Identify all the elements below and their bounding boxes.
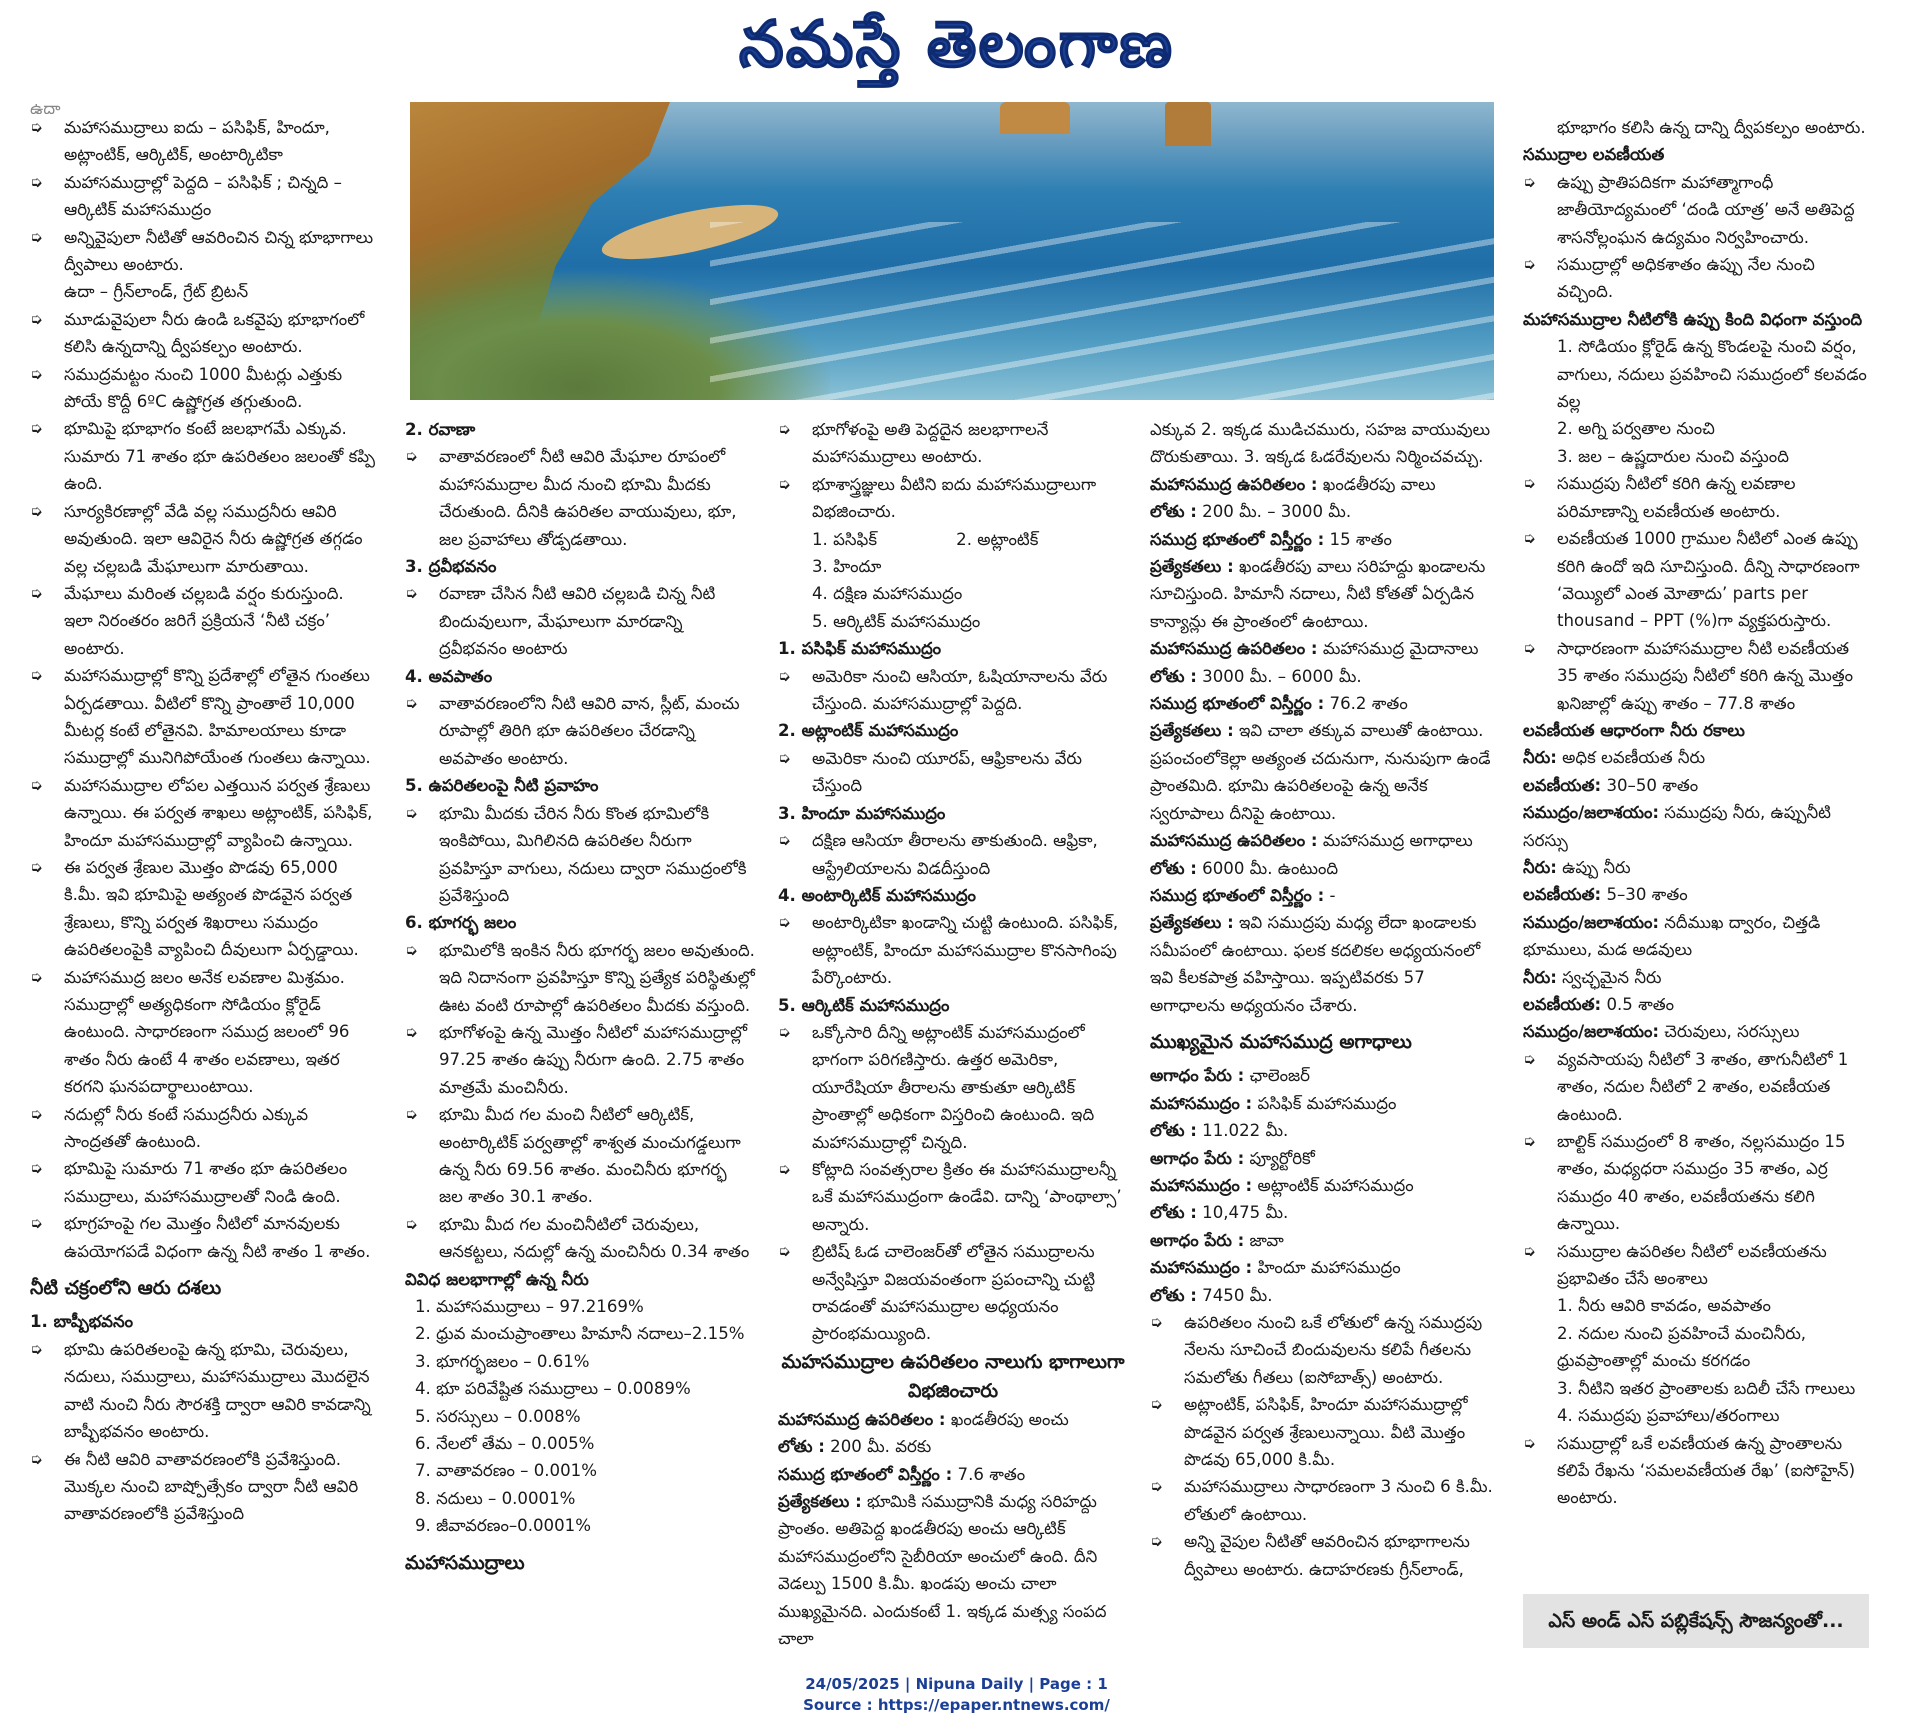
field-label: మహాసముద్రం : <box>1150 1258 1253 1278</box>
column-1 <box>30 104 376 1528</box>
field-label: లోతు : <box>1150 1203 1197 1223</box>
field-value: ఖండతీరపు వాలు <box>1322 474 1436 494</box>
field-value: 76.2 శాతం <box>1329 694 1408 714</box>
bullet: ➭ భూగోళంపై అతి పెద్దదైన జలభాగాలనే మహాసముద్రాలు అంటారు. <box>778 416 1128 471</box>
field-value: నదీముఖ ద్వారం, చిత్తడి భూములు, మడ అడవులు <box>1523 912 1821 960</box>
field-value: 0.5 శాతం <box>1606 995 1675 1014</box>
bullet: ➭ లవణీయత 1000 గ్రాముల నీటిలో ఎంత ఉప్పు కరిగి ఉందో ఇది సూచిస్తుంది. దీన్ని సాధారణంగా ‘వెయ్యిలో ఎంత మోతాదు’ parts per thousand – PPT (%)గా వ్యక్తపరుస్తారు. <box>1523 525 1873 635</box>
field-value: 6000 మీ. ఉంటుంది <box>1202 858 1339 878</box>
bullet: ➭ సాధారణంగా మహాసముద్రాల నీటి లవణీయత 35 శాతం సముద్రపు నీటిలో కరిగి ఉన్న మొత్తం ఖనిజాల్లో ఉప్పు శాతం – 77.8 శాతం <box>1523 635 1873 717</box>
field-value: - <box>1329 885 1336 905</box>
subheading: 5. ఉపరితలంపై నీటి ప్రవాహం <box>405 776 599 796</box>
bullet: ➭ సముద్రమట్టం నుంచి 1000 మీటర్లు ఎత్తుకు పోయే కొద్దీ 6ºC ఉష్ణోగ్రత తగ్గుతుంది. <box>30 361 376 416</box>
subheading: 2. రవాణా <box>405 420 476 439</box>
field-value: ఇవి చాలా తక్కువ వాలుతో ఉంటాయి. ప్రపంచంలోకెల్లా అత్యంత చదునుగా, నునుపుగా ఉండే ప్రాంతమిది. భూమి ఉపరితలంపై ఉన్న అనేక స్వరూపాలు దీనిపై ఉంటాయి. <box>1150 721 1491 823</box>
field-label: సముద్రం/జలాశయం: <box>1523 803 1659 823</box>
bullet: ➭ అన్నివైపులా నీటితో ఆవరించిన చిన్న భూభాగాలు ద్వీపాలు అంటారు. <box>30 224 376 279</box>
bullet: ➭ మహాసముద్రాల లోపల ఎత్తయిన పర్వత శ్రేణులు ఉన్నాయి. ఈ పర్వత శాఖలు అట్లాంటిక్, పసిఫిక్, హిందూ మహాసముద్రాల్లో వ్యాపించి ఉన్నాయి. <box>30 772 376 854</box>
top-fragment: ఉదా <box>30 104 61 114</box>
bullet: ➭ వాతావరణంలో నీటి ఆవిరి మేఘాల రూపంలో మహాసముద్రాల మీద నుంచి భూమి మీదకు చేరుతుంది. దీనికి ఉపరితల వాయువులు, భూ, జల ప్రవాహాలు తోడ్పడతాయి. <box>405 443 755 553</box>
field-row <box>1523 854 1873 881</box>
bullet: ➭ సముద్రపు నీటిలో కరిగి ఉన్న లవణాల పరిమాణాన్ని లవణీయత అంటారు. <box>1523 470 1873 525</box>
field-row <box>778 1433 1128 1460</box>
bullet: ➭ మహాసముద్రాలు ఐదు – పసిఫిక్, హిందూ, అట్లాంటిక్, ఆర్కిటిక్, అంటార్కిటికా <box>30 114 376 169</box>
bullet: ➭ భూశాస్త్రజ్ఞులు వీటిని ఐదు మహాసముద్రాలుగా విభజించారు. <box>778 471 1128 526</box>
field-label: మహాసముద్ర ఉపరితలం : <box>1150 831 1318 851</box>
bullet: ➭ కోట్లాది సంవత్సరాల క్రితం ఈ మహాసముద్రాలన్నీ ఒకే మహాసముద్రంగా ఉండేవి. దాన్ని ‘పాంథాల్సా’ అన్నారు. <box>778 1156 1128 1238</box>
list-item: 5. ఆర్కిటిక్ మహాసముద్రం <box>812 611 981 631</box>
subheading: 3. ద్రవీభవనం <box>405 557 497 577</box>
field-label: సముద్ర భూతంలో విస్తీర్ణం : <box>778 1464 953 1484</box>
section-heading: మహసముద్రాల ఉపరితలం నాలుగు భాగాలుగా విభజించారు <box>781 1350 1125 1402</box>
field-row <box>1150 1117 1500 1144</box>
list-item: 4. దక్షిణ మహాసముద్రం <box>812 584 963 604</box>
field-label: లోతు : <box>1150 1285 1197 1305</box>
field-label: నీరు: <box>1523 857 1557 877</box>
bullet: ➭ సూర్యకిరణాల్లో వేడి వల్ల సముద్రనీరు ఆవిరి అవుతుంది. ఇలా ఆవిరైన నీరు ఉష్ణోగ్రత తగ్గడం వల్ల చల్లబడి మేఘాలుగా మారుతాయి. <box>30 498 376 580</box>
bullet: ➭ భూమి ఉపరితలంపై ఉన్న భూమి, చెరువులు, నదులు, సముద్రాలు, మహాసముద్రాలు మొదలైన వాటి నుంచి నీరు సౌరశక్తి ద్వారా ఆవిరి కావడాన్ని బాష్పీభవనం అంటారు. <box>30 1336 376 1446</box>
field-value: 5–30 శాతం <box>1606 885 1688 905</box>
column-2 <box>405 416 755 1583</box>
list-item: 3. భూగర్భజలం – 0.61% <box>415 1351 590 1371</box>
list-item: 1. నీరు ఆవిరి కావడం, అవపాతం <box>1557 1296 1771 1316</box>
field-value: 11.022 మీ. <box>1202 1121 1289 1141</box>
field-label: మహాసముద్రం : <box>1150 1175 1253 1195</box>
paragraph: ఎక్కువ 2. ఇక్కడ ముడిచమురు, సహజ వాయువులు దొరుకుతాయి. 3. ఇక్కడ ఓడరేవులను నిర్మించవచ్చు. <box>1150 420 1491 467</box>
bullet: ➭ భూగోళంపై ఉన్న మొత్తం నీటిలో మహాసముద్రాల్లో 97.25 శాతం ఉప్పు నీరుగా ఉంది. 2.75 శాతం మాత్రమే మంచినీరు. <box>405 1019 755 1101</box>
field-label: లోతు : <box>1150 666 1197 686</box>
bullet: ➭ మహాసముద్ర జలం అనేక లవణాల మిశ్రమం. సముద్రాల్లో అత్యధికంగా సోడియం క్లోరైడ్ ఉంటుంది. సాధారణంగా సముద్ర జలంలో 96 శాతం నీరు ఉంటే 4 శాతం లవణాలు, ఇతర కరగని ఘనపదార్థాలుంటాయి. <box>30 964 376 1101</box>
bullet: ➭ ఉపరితలం నుంచి ఒకే లోతులో ఉన్న సముద్రపు నేలను సూచించే బిందువులను కలిపే గీతలను సమలోతు గీతలు (ఐసోబాత్స్) అంటారు. <box>1150 1309 1500 1391</box>
bullet: ➭ సముద్రాల ఉపరితల నీటిలో లవణీయతను ప్రభావితం చేసే అంశాలు <box>1523 1238 1873 1293</box>
bullet: ➭ అమెరికా నుంచి ఆసియా, ఓషియానాలను వేరు చేస్తుంది. మహాసముద్రాల్లో పెద్దది. <box>778 663 1128 718</box>
field-row <box>1150 663 1500 690</box>
field-label: సముద్ర భూతంలో విస్తీర్ణం : <box>1150 885 1325 905</box>
field-value: పసిఫిక్ మహాసముద్రం <box>1257 1093 1397 1113</box>
bullet: ➭ దక్షిణ ఆసియా తీరాలను తాకుతుంది. ఆఫ్రికా, ఆస్ట్రేలియాలను విడదీస్తుంది <box>778 827 1128 882</box>
field-value: జావా <box>1249 1230 1284 1250</box>
field-value: 30–50 శాతం <box>1606 775 1699 795</box>
field-row <box>1150 1172 1500 1199</box>
bullet: ➭ ఈ నీటి ఆవిరి వాతావరణంలోకి ప్రవేశిస్తుంది. మొక్కల నుంచి బాష్పోత్సేకం ద్వారా నీటి ఆవిరి వాతావరణంలోకి ప్రవేశిస్తుంది <box>30 1446 376 1528</box>
field-label: లవణీయత: <box>1523 995 1602 1014</box>
bullet: ➭ అట్లాంటిక్, పసిఫిక్, హిందూ మహాసముద్రాల్లో పొడవైన పర్వత శ్రేణులున్నాయి. వీటి మొత్తం పొడవు 65,000 కి.మీ. <box>1150 1391 1500 1473</box>
field-row <box>1150 855 1500 882</box>
column-5 <box>1523 104 1873 1512</box>
field-value: సముద్రపు నీరు, ఉప్పునీటి సరస్సు <box>1523 803 1831 850</box>
list-item: 1. మహాసముద్రాలు – 97.2169% <box>415 1297 644 1316</box>
field-row <box>1150 635 1500 662</box>
list-item: 8. నదులు – 0.0001% <box>415 1488 576 1508</box>
field-value: ఛాలెంజర్ <box>1249 1066 1310 1086</box>
field-value: ప్యూర్టోరికో <box>1249 1148 1315 1168</box>
field-row <box>1150 882 1500 909</box>
bullet: ➭ భూమిలోకి ఇంకిన నీరు భూగర్భ జలం అవుతుంది. ఇది నిదానంగా ప్రవహిస్తూ కొన్ని ప్రత్యేక పరిస్థితుల్లో ఊట వంటి రూపాల్లో ఉపరితలం మీదకు వస్తుంది. <box>405 937 755 1019</box>
field-label: లోతు : <box>778 1437 825 1457</box>
field-label: లోతు : <box>1150 1121 1197 1141</box>
field-row <box>1150 1254 1500 1281</box>
field-row <box>1150 909 1500 1019</box>
list-item: 6. నేలలో తేమ – 0.005% <box>415 1434 595 1454</box>
field-value: 3000 మీ. – 6000 మీ. <box>1202 666 1362 686</box>
subheading: 3. హిందూ మహాసముద్రం <box>778 803 946 823</box>
list-item: 3. నీటిని ఇతర ప్రాంతాలకు బదిలీ చేసే గాలులు <box>1557 1378 1856 1398</box>
list-item: 1. సోడియం క్లోరైడ్ ఉన్న కొండలపై నుంచి వర్షం, వాగులు, నదులు ప్రవహించి సముద్రంలో కలవడం వల్ల <box>1557 337 1867 412</box>
coastal-cliffs-photo <box>410 102 1494 400</box>
subheading: మహాసముద్రాల నీటిలోకి ఉప్పు కింది విధంగా వస్తుంది <box>1523 309 1863 329</box>
bullet: ➭ మహాసముద్రాలు సాధారణంగా 3 నుంచి 6 కి.మీ. లోతులో ఉంటాయి. <box>1150 1473 1500 1528</box>
bullet: ➭ అన్ని వైపుల నీటితో ఆవరించిన భూభాగాలను ద్వీపాలు అంటారు. ఉదాహరణకు గ్రీన్‌లాండ్, <box>1150 1528 1500 1583</box>
list-item: 7. వాతావరణం – 0.001% <box>415 1461 597 1481</box>
field-row <box>1150 827 1500 854</box>
field-value: 10,475 మీ. <box>1202 1203 1289 1223</box>
field-label: సముద్రం/జలాశయం: <box>1523 912 1659 932</box>
field-value: 200 మీ. వరకు <box>830 1437 932 1457</box>
field-row <box>1150 717 1500 827</box>
field-value: 7.6 శాతం <box>957 1464 1026 1484</box>
field-row <box>1523 744 1873 771</box>
field-value: అట్లాంటిక్ మహాసముద్రం <box>1257 1175 1414 1195</box>
paragraph: భూభాగం కలిసి ఉన్న దాన్ని ద్వీపకల్పం అంటారు. <box>1557 118 1866 137</box>
list-item: 1. పసిఫిక్ 2. అట్లాంటిక్ <box>812 529 1039 549</box>
subheading: 5. ఆర్కిటిక్ మహాసముద్రం <box>778 995 950 1015</box>
bullet: ➭ భూమిపై భూభాగం కంటే జలభాగమే ఎక్కువ. సుమారు 71 శాతం భూ ఉపరితలం జలంతో కప్పి ఉంది. <box>30 415 376 497</box>
field-label: సముద్రం/జలాశయం: <box>1523 1022 1659 1042</box>
field-row <box>1150 1199 1500 1226</box>
field-value: మహాసముద్ర అగాధాలు <box>1322 831 1473 851</box>
field-row <box>1150 1282 1500 1309</box>
field-value: స్వచ్ఛమైన నీరు <box>1562 967 1662 987</box>
field-label: మహాసముద్ర ఉపరితలం : <box>1150 474 1318 494</box>
field-label: ప్రత్యేకతలు : <box>1150 721 1234 741</box>
field-label: ప్రత్యేకతలు : <box>778 1492 862 1512</box>
field-row <box>1150 471 1500 498</box>
subheading: 2. అట్లాంటిక్ మహాసముద్రం <box>778 721 959 741</box>
field-label: ప్రత్యేకతలు : <box>1150 557 1234 577</box>
list-item: 2. అగ్ని పర్వతాల నుంచి <box>1557 419 1715 439</box>
bullet: ➭ భూగ్రహంపై గల మొత్తం నీటిలో మానవులకు ఉపయోగపడే విధంగా ఉన్న నీటి శాతం 1 శాతం. <box>30 1210 376 1265</box>
list-item: 3. హిందూ <box>812 557 882 577</box>
list-item: 5. సరస్సులు – 0.008% <box>415 1406 581 1426</box>
bullet: ➭ భూమి మీద గల మంచి నీటిలో ఆర్కిటిక్, అంటార్కిటిక్ పర్వతాల్లో శాశ్వత మంచుగడ్డలుగా ఉన్న నీరు 69.56 శాతం. మంచినీరు భూగర్భ జల శాతం 30.1 శాతం. <box>405 1101 755 1211</box>
field-row <box>1523 909 1873 964</box>
field-label: అగాధం పేరు : <box>1150 1066 1245 1086</box>
field-row <box>1523 1018 1873 1045</box>
bullet: ➭ ఒక్కోసారి దీన్ని అట్లాంటిక్ మహాసముద్రంలో భాగంగా పరిగణిస్తారు. ఉత్తర అమెరికా, యూరేషియా తీరాలను తాకుతూ ఆర్కిటిక్ ప్రాంతాల్లో అధికంగా విస్తరించి ఉంటుంది. ఇది మహాసముద్రాల్లో చిన్నది. <box>778 1019 1128 1156</box>
bullet: ➭ బ్రిటిష్ ఓడ చాలెంజర్‌తో లోతైన సముద్రాలను అన్వేషిస్తూ విజయవంతంగా ప్రపంచాన్ని చుట్టి రావడంతో మహాసముద్రాల అధ్యయనం ప్రారంభమయ్యింది. <box>778 1238 1128 1348</box>
bullet: ➭ భూమి మీద గల మంచినీటిలో చెరువులు, ఆనకట్టలు, నదుల్లో ఉన్న మంచినీరు 0.34 శాతం <box>405 1211 755 1266</box>
field-row <box>778 1488 1128 1652</box>
subheading: 1. పసిఫిక్ మహాసముద్రం <box>778 639 942 659</box>
bullet: ➭ మహాసముద్రాల్లో పెద్దది – పసిఫిక్ ; చిన్నది – ఆర్కిటిక్ మహాసముద్రం <box>30 169 376 224</box>
footer-date-line: 24/05/2025 | Nipuna Daily | Page : 1 <box>805 1675 1108 1693</box>
field-label: లవణీయత: <box>1523 885 1602 905</box>
bullet: ➭ బాల్టిక్ సముద్రంలో 8 శాతం, నల్లసముద్రం 15 శాతం, మధ్యధరా సముద్రం 35 శాతం, ఎర్ర సముద్రం 40 శాతం, లవణీయతను కలిగి ఉన్నాయి. <box>1523 1128 1873 1238</box>
subheading: సముద్రాల లవణీయత <box>1523 145 1665 165</box>
section-heading: ముఖ్యమైన మహాసముద్ర అగాధాలు <box>1150 1030 1412 1053</box>
list-item: 9. జీవావరణం–0.0001% <box>415 1516 591 1536</box>
field-row <box>778 1406 1128 1433</box>
section-heading: నీటి చక్రంలోని ఆరు దశలు <box>30 1277 222 1300</box>
field-value: ఖండతీరపు వాలు సరిహద్దు ఖండాలను సూచిస్తుంది. హిమానీ నదాలు, నీటి కోతతో ఏర్పడిన కాన్యాన్లు ఈ ప్రాంతంలో ఉంటాయి. <box>1150 557 1486 631</box>
field-label: సముద్ర భూతంలో విస్తీర్ణం : <box>1150 529 1325 549</box>
field-row <box>1150 1227 1500 1254</box>
bullet: ➭ అమెరికా నుంచి యూరప్, ఆఫ్రికాలను వేరు చేస్తుంది <box>778 745 1128 800</box>
subheading: లవణీయత ఆధారంగా నీరు రకాలు <box>1523 720 1745 740</box>
field-value: 7450 మీ. <box>1202 1285 1273 1305</box>
bullet: ➭ మూడువైపులా నీరు ఉండి ఒకవైపు భూభాగంలో కలిసి ఉన్నదాన్ని ద్వీపకల్పం అంటారు. <box>30 306 376 361</box>
bullet: ➭ నదుల్లో నీరు కంటే సముద్రనీరు ఎక్కువ సాంద్రతతో ఉంటుంది. <box>30 1101 376 1156</box>
field-row <box>1523 799 1873 854</box>
field-label: సముద్ర భూతంలో విస్తీర్ణం : <box>1150 694 1325 714</box>
bullet: ➭ ఈ పర్వత శ్రేణుల మొత్తం పొడవు 65,000 కి.మీ. ఇవి భూమిపై అత్యంత పొడవైన పర్వత శ్రేణులు, కొన్ని పర్వత శిఖరాలు సముద్రం ఉపరితలంపైకి వ్యాపించి దీవులుగా ఏర్పడ్డాయి. <box>30 854 376 964</box>
field-label: ప్రత్యేకతలు : <box>1150 913 1234 933</box>
newspaper-logo: నమస్తే తెలంగాణ <box>738 8 1175 82</box>
bullet: ➭ సముద్రాల్లో ఒకే లవణీయత ఉన్న ప్రాంతాలను కలిపే రేఖను ‘సమలవణీయత రేఖ’ (ఐసోహైన్) అంటారు. <box>1523 1430 1873 1512</box>
list-item: 4. సముద్రపు ప్రవాహాలు/తరంగాలు <box>1557 1406 1780 1426</box>
field-value: భూమికి సముద్రానికి మధ్య సరిహద్దు ప్రాంతం. అతిపెద్ద ఖండతీరపు అంచు ఆర్కిటిక్ మహాసముద్రంలోని సైబీరియా అంచులో ఉంది. దీని వెడల్పు 1500 కి.మీ. ఖండపు అంచు చాలా ముఖ్యమైనది. ఎందుకంటే 1. ఇక్కడ మత్స్య సంపద చాలా <box>778 1492 1107 1649</box>
field-value: 15 శాతం <box>1329 529 1392 549</box>
field-label: లోతు : <box>1150 858 1197 878</box>
bullet: ➭ ఉప్పు ప్రాతిపదికగా మహాత్మాగాంధీ జాతీయోద్యమంలో ‘దండి యాత్ర’ అనే అతిపెద్ద శాసనోల్లంఘన ఉద్యమం నిర్వహించారు. <box>1523 169 1873 251</box>
field-row <box>1150 526 1500 553</box>
bullet: ➭ వాతావరణంలోని నీటి ఆవిరి వాన, స్లీట్, మంచు రూపాల్లో తిరిగి భూ ఉపరితలం చేరడాన్ని అవపాతం అంటారు. <box>405 690 755 772</box>
field-label: మహాసముద్రం : <box>1150 1093 1253 1113</box>
bullet: ➭ రవాణా చేసిన నీటి ఆవిరి చల్లబడి చిన్న నీటి బిందువులుగా, మేఘాలుగా మారడాన్ని ద్రవీభవనం అంటారు <box>405 580 755 662</box>
field-label: అగాధం పేరు : <box>1150 1148 1245 1168</box>
footer-source-link[interactable]: Source : https://epaper.ntnews.com/ <box>803 1696 1110 1714</box>
page-footer <box>0 1674 1913 1716</box>
list-item: 4. భూ పరివేష్టిత సముద్రాలు – 0.0089% <box>415 1379 691 1399</box>
field-row <box>1150 1090 1500 1117</box>
field-value: ఉప్పు నీరు <box>1562 857 1631 877</box>
field-row <box>1150 553 1500 635</box>
field-row <box>1523 881 1873 908</box>
example-line: ఉదా – గ్రీన్‌లాండ్, గ్రేట్ బ్రిటన్ <box>64 282 249 302</box>
list-item: 3. జల – ఉష్ణదారుల నుంచి వస్తుంది <box>1557 446 1789 466</box>
field-value: అధిక లవణీయత నీరు <box>1562 748 1706 768</box>
field-row <box>1150 498 1500 525</box>
field-row <box>1150 690 1500 717</box>
bullet: ➭ అంటార్కిటికా ఖండాన్ని చుట్టి ఉంటుంది. పసిఫిక్, అట్లాంటిక్, హిందూ మహాసముద్రాల కొనసాగింపు పేర్కొంటారు. <box>778 909 1128 991</box>
field-value: చెరువులు, సరస్సులు <box>1664 1022 1800 1042</box>
field-row <box>1523 772 1873 799</box>
field-label: నీరు: <box>1523 748 1557 768</box>
bullet: ➭ వ్యవసాయపు నీటిలో 3 శాతం, తాగునీటిలో 1 శాతం, నదుల నీటిలో 2 శాతం, లవణీయత ఉంటుంది. <box>1523 1046 1873 1128</box>
field-value: 200 మీ. – 3000 మీ. <box>1202 502 1352 522</box>
column-4 <box>1150 416 1500 1583</box>
field-label: లవణీయత: <box>1523 775 1602 795</box>
field-row <box>1523 964 1873 991</box>
field-row <box>1150 1145 1500 1172</box>
field-value: ఖండతీరపు అంచు <box>950 1409 1069 1429</box>
list-item: 2. నదుల నుంచి ప్రవహించే మంచినీరు, ధ్రువప్రాంతాల్లో మంచు కరగడం <box>1557 1323 1807 1371</box>
column-3 <box>778 416 1128 1652</box>
subheading: వివిధ జలభాగాల్లో ఉన్న నీరు <box>405 1269 589 1289</box>
field-row <box>1523 991 1873 1018</box>
subheading: 4. అవపాతం <box>405 666 493 686</box>
publisher-credit: ఎస్ అండ్ ఎస్ పబ్లికేషన్స్ సౌజన్యంతో... <box>1523 1594 1869 1648</box>
field-value: ఇవి సముద్రపు మధ్య లేదా ఖండాలకు సమీపంలో ఉంటాయి. ఫలక కదలికల అధ్యయనంలో ఇవి కీలకపాత్ర వహిస్తాయి. ఇప్పటివరకు 57 అగాధాలను అధ్యయనం చేశారు. <box>1150 913 1481 1015</box>
section-heading: మహాసముద్రాలు <box>405 1551 525 1574</box>
field-row <box>778 1461 1128 1488</box>
field-label: లోతు : <box>1150 502 1197 522</box>
bullet: ➭ మహాసముద్రాల్లో కొన్ని ప్రదేశాల్లో లోతైన గుంతలు ఏర్పడతాయి. వీటిలో కొన్ని ప్రాంతాలే 10,000 మీటర్ల కంటే లోతైనవి. హిమాలయాలు కూడా సముద్రాల్లో మునిగిపోయేంత గుంతలు ఉన్నాయి. <box>30 662 376 772</box>
subheading: 4. అంటార్కిటిక్ మహాసముద్రం <box>778 885 976 905</box>
field-value: మహాసముద్ర మైదానాలు <box>1322 639 1479 659</box>
masthead <box>0 0 1913 100</box>
bullet: ➭ సముద్రాల్లో అధికశాతం ఉప్పు నేల నుంచి వచ్చింది. <box>1523 251 1873 306</box>
field-label: మహాసముద్ర ఉపరితలం : <box>1150 639 1318 659</box>
field-row <box>1150 1062 1500 1089</box>
subheading: 6. భూగర్భ జలం <box>405 913 517 933</box>
field-label: అగాధం పేరు : <box>1150 1230 1245 1250</box>
bullet: ➭ భూమిపై సుమారు 71 శాతం భూ ఉపరితలం సముద్రాలు, మహాసముద్రాలతో నిండి ఉంది. <box>30 1155 376 1210</box>
subheading: 1. బాష్పీభవనం <box>30 1312 134 1332</box>
list-item: 2. ధ్రువ మంచుప్రాంతాలు హిమానీ నదాలు–2.15% <box>415 1324 745 1344</box>
bullet: ➭ మేఘాలు మరింత చల్లబడి వర్షం కురుస్తుంది. ఇలా నిరంతరం జరిగే ప్రక్రియనే ‘నీటి చక్రం’ అంటారు. <box>30 580 376 662</box>
bullet: ➭ భూమి మీదకు చేరిన నీరు కొంత భూమిలోకి ఇంకిపోయి, మిగిలినది ఉపరితల నీరుగా ప్రవహిస్తూ వాగులు, నదులు ద్వారా సముద్రంలోకి ప్రవేశిస్తుంది <box>405 800 755 910</box>
field-label: మహాసముద్ర ఉపరితలం : <box>778 1409 946 1429</box>
field-label: నీరు: <box>1523 967 1557 987</box>
field-value: హిందూ మహాసముద్రం <box>1257 1258 1401 1278</box>
